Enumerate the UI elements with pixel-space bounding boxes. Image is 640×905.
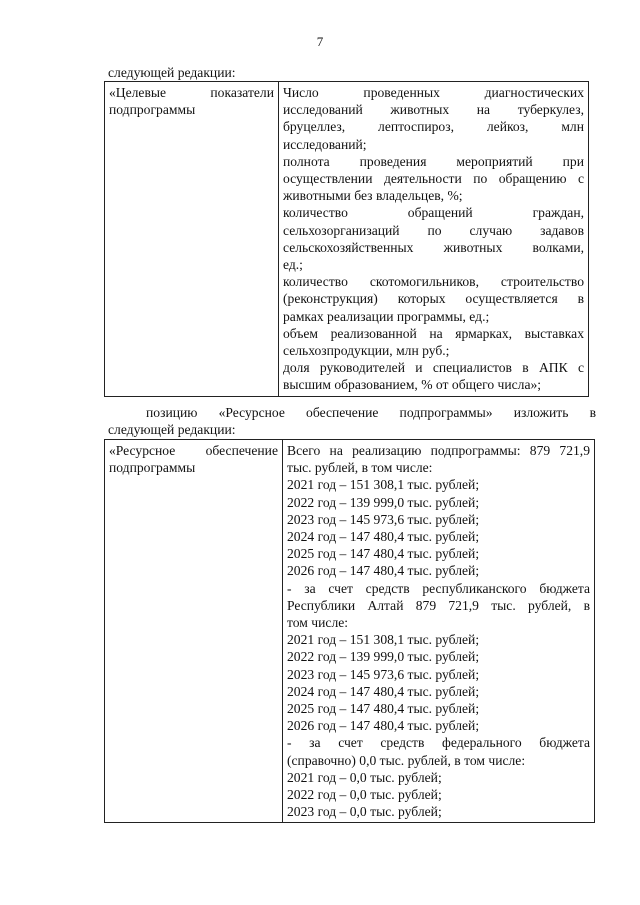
text-line: подпрограммы (109, 460, 196, 476)
text-line: подпрограммы (109, 102, 196, 118)
text-line: доля руководителей и специалистов в АПК с (283, 360, 584, 376)
page-number: 7 (316, 34, 324, 49)
text-line: 2026 год – 147 480,4 тыс. рублей; (287, 563, 480, 579)
text-line: «Целевые показатели (109, 85, 274, 100)
text-line: 2023 год – 145 973,6 тыс. рублей; (287, 511, 480, 527)
text-line: 2025 год – 147 480,4 тыс. рублей; (287, 701, 480, 717)
text-line: 2024 год – 147 480,4 тыс. рублей; (287, 529, 480, 545)
text-line: 2021 год – 151 308,1 тыс. рублей; (287, 477, 480, 493)
text-line: 2021 год – 151 308,1 тыс. рублей; (287, 632, 480, 648)
text-line: сельхозпродукции, млн руб.; (283, 343, 450, 359)
text-line: 2023 год – 0,0 тыс. рублей; (287, 804, 442, 820)
resource-support-value (283, 440, 595, 823)
resource-support-label (105, 440, 283, 823)
text-line: Республики Алтай 879 721,9 тыс. рублей, в (287, 597, 590, 613)
text-line: исследований животных на туберкулез, (283, 102, 584, 118)
target-indicators-value (279, 82, 589, 397)
value-lines (287, 442, 590, 820)
text-line: 2022 год – 0,0 тыс. рублей; (287, 787, 442, 803)
value-lines (283, 84, 584, 394)
text-line: 2022 год – 139 999,0 тыс. рублей; (287, 649, 480, 665)
text-line: полнота проведения мероприятий при (283, 153, 584, 169)
text-line: Число проведенных диагностических (283, 85, 584, 100)
resource-paragraph (108, 404, 596, 438)
text-line: 2023 год – 145 973,6 тыс. рублей; (287, 666, 480, 682)
intro-line: следующей редакции: (108, 65, 236, 80)
text-line: - за счет средств федерального бюджета (287, 735, 590, 751)
text-line: объем реализованной на ярмарках, выставках (283, 325, 584, 341)
text-line: (справочно) 0,0 тыс. рублей, в том числе: (287, 752, 526, 768)
resource-support-table (104, 439, 595, 823)
text-line: исследований; (283, 136, 367, 152)
text-line: высшим образованием, % от общего числа»; (283, 377, 542, 393)
table-row (105, 82, 589, 397)
target-indicators-label (105, 82, 279, 397)
label-lines (109, 442, 278, 476)
text-line: осуществлении деятельности по обращению с (283, 171, 584, 187)
text-line: ед.; (283, 257, 303, 273)
text-line: следующей редакции: (108, 422, 236, 438)
text-line: количество скотомогильников, строительство (283, 274, 584, 290)
text-line: сельскохозяйственных животных волками, (283, 239, 584, 255)
target-indicators-table (104, 81, 589, 397)
text-line: 2025 год – 147 480,4 тыс. рублей; (287, 546, 480, 562)
text-line: Всего на реализацию подпрограммы: 879 721,9 (287, 443, 590, 458)
text-line: 2022 год – 139 999,0 тыс. рублей; (287, 494, 480, 510)
text-line: животными без владельцев, %; (283, 188, 463, 204)
text-line: 2026 год – 147 480,4 тыс. рублей; (287, 718, 480, 734)
text-line: том числе: (287, 615, 349, 631)
text-line: рамках реализации программы, ед.; (283, 308, 490, 324)
text-line: количество обращений граждан, (283, 205, 584, 221)
table-row (105, 440, 595, 823)
label-lines (109, 84, 274, 118)
text-line: - за счет средств республиканского бюджета (287, 580, 590, 596)
text-line: 2024 год – 147 480,4 тыс. рублей; (287, 683, 480, 699)
text-line: бруцеллез, лептоспироз, лейкоз, млн (283, 119, 584, 135)
text-line: сельхозорганизаций по случаю задавов (283, 222, 584, 238)
text-line: позицию «Ресурсное обеспечение подпрограммы» изложить в (146, 405, 596, 420)
text-line: «Ресурсное обеспечение (109, 443, 278, 458)
text-line: 2021 год – 0,0 тыс. рублей; (287, 769, 442, 785)
text-line: (реконструкция) которых осуществляется в (283, 291, 584, 307)
text-line: тыс. рублей, в том числе: (287, 460, 433, 476)
